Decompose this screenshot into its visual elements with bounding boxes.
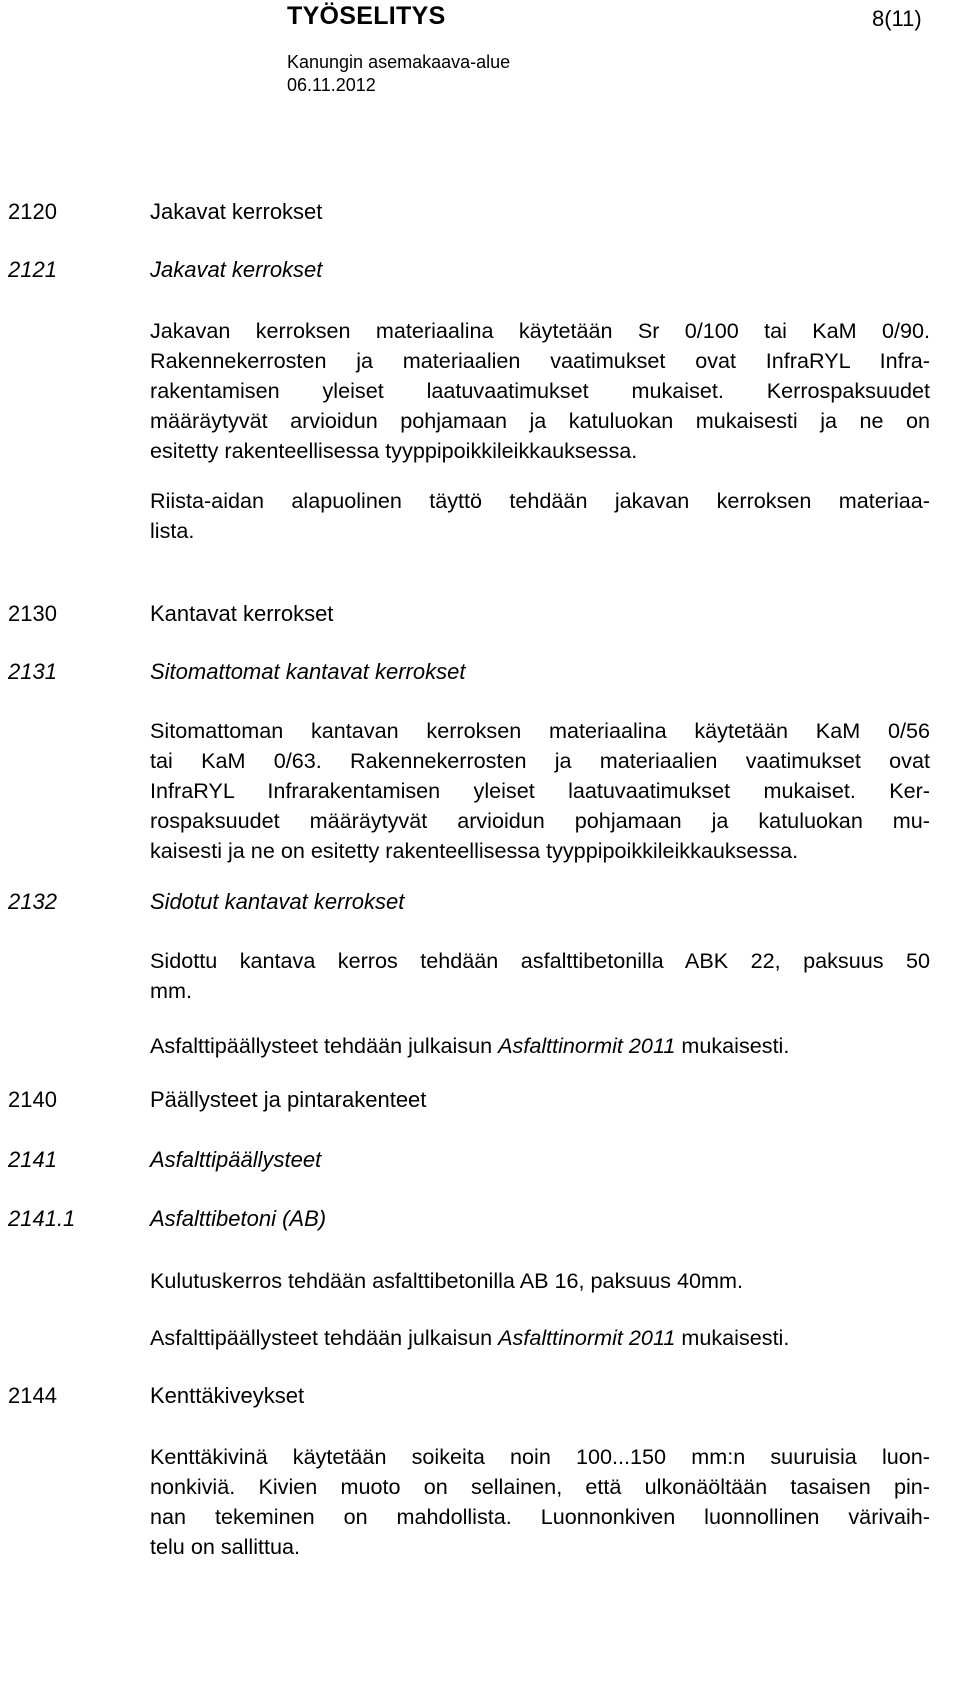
paragraph-line: [150, 1323, 930, 1353]
section-number: 2141.1: [8, 1206, 76, 1231]
paragraph-kantava-materiaali: [150, 716, 930, 866]
paragraph-line: Kenttäkivinä käytetään soikeita noin 100...150 mm:n suuruisia luon-: [150, 1444, 930, 1469]
section-number: 2140: [8, 1087, 57, 1112]
paragraph-line: nan tekeminen on mahdollista. Luonnonkiven luonnollinen värivaih-: [150, 1504, 930, 1529]
section-title: Jakavat kerrokset: [150, 257, 323, 282]
project-name: Kanungin asemakaava-alue: [287, 52, 511, 72]
page-number: 8(11): [872, 6, 922, 31]
paragraph-line: tai KaM 0/63. Rakennekerrosten ja materiaalien vaatimukset ovat: [150, 748, 930, 773]
paragraph-line: Kulutuskerros tehdään asfalttibetonilla AB 16, paksuus 40mm.: [150, 1268, 743, 1293]
paragraph-riista-aita: [150, 486, 930, 546]
section-title: Asfalttipäällysteet: [150, 1147, 322, 1172]
document-date: 06.11.2012: [287, 75, 376, 95]
section-title: Kenttäkiveykset: [150, 1383, 305, 1408]
paragraph-line: Jakavan kerroksen materiaalina käytetään Sr 0/100 tai KaM 0/90.: [150, 318, 930, 343]
paragraph-text: mukaisesti.: [675, 1325, 790, 1350]
paragraph-asfalttinormit-1: [150, 1031, 930, 1061]
section-title: Päällysteet ja pintarakenteet: [150, 1087, 427, 1112]
paragraph-line: Sidottu kantava kerros tehdään asfalttibetonilla ABK 22, paksuus 50: [150, 948, 930, 973]
section-number: 2131: [8, 659, 57, 684]
section-title: Asfalttibetoni (AB): [150, 1206, 327, 1231]
paragraph-kenttakivet: [150, 1442, 930, 1562]
paragraph-line: [150, 1031, 930, 1061]
paragraph-text: mukaisesti.: [675, 1033, 790, 1058]
paragraph-sidottu-kantava: [150, 946, 930, 1006]
section-number: 2130: [8, 601, 57, 626]
paragraph-line: esitetty rakenteellisessa tyyppipoikkileikkauksessa.: [150, 438, 638, 463]
publication-reference: Asfalttinormit 2011: [498, 1325, 676, 1350]
paragraph-text: Asfalttipäällysteet tehdään julkaisun: [150, 1033, 499, 1058]
paragraph-line: InfraRYL Infrarakentamisen yleiset laatuvaatimukset mukaiset. Ker-: [150, 778, 930, 803]
paragraph-line: rakentamisen yleiset laatuvaatimukset mukaiset. Kerrospaksuudet: [150, 378, 930, 403]
section-number: 2141: [8, 1147, 57, 1172]
publication-reference: Asfalttinormit 2011: [498, 1033, 676, 1058]
paragraph-text: Asfalttipäällysteet tehdään julkaisun: [150, 1325, 499, 1350]
section-title: Jakavat kerrokset: [150, 199, 323, 224]
section-number: 2121: [8, 257, 57, 282]
paragraph-line: telu on sallittua.: [150, 1534, 301, 1559]
paragraph-line: rospaksuudet määräytyvät arvioidun pohjamaan ja katuluokan mu-: [150, 808, 930, 833]
paragraph-kulutuskerros: [150, 1266, 930, 1296]
paragraph-line: kaisesti ja ne on esitetty rakenteellisessa tyyppipoikkileikkauksessa.: [150, 838, 799, 863]
section-number: 2132: [8, 889, 57, 914]
paragraph-line: nonkiviä. Kivien muoto on sellainen, että ulkonäöltään tasaisen pin-: [150, 1474, 930, 1499]
section-title: Sitomattomat kantavat kerrokset: [150, 659, 466, 684]
document-title: TYÖSELITYS: [287, 2, 446, 30]
paragraph-line: määräytyvät arvioidun pohjamaan ja katuluokan mukaisesti ja ne on: [150, 408, 930, 433]
paragraph-line: Rakennekerrosten ja materiaalien vaatimukset ovat InfraRYL Infra-: [150, 348, 930, 373]
section-number: 2120: [8, 199, 57, 224]
paragraph-line: mm.: [150, 978, 192, 1003]
paragraph-jakava-materiaali: [150, 316, 930, 466]
paragraph-line: Sitomattoman kantavan kerroksen materiaalina käytetään KaM 0/56: [150, 718, 930, 743]
paragraph-line: Riista-aidan alapuolinen täyttö tehdään jakavan kerroksen materiaa-: [150, 488, 930, 513]
paragraph-asfalttinormit-2: [150, 1323, 930, 1353]
section-title: Sidotut kantavat kerrokset: [150, 889, 405, 914]
paragraph-line: lista.: [150, 518, 195, 543]
section-title: Kantavat kerrokset: [150, 601, 334, 626]
section-number: 2144: [8, 1383, 57, 1408]
